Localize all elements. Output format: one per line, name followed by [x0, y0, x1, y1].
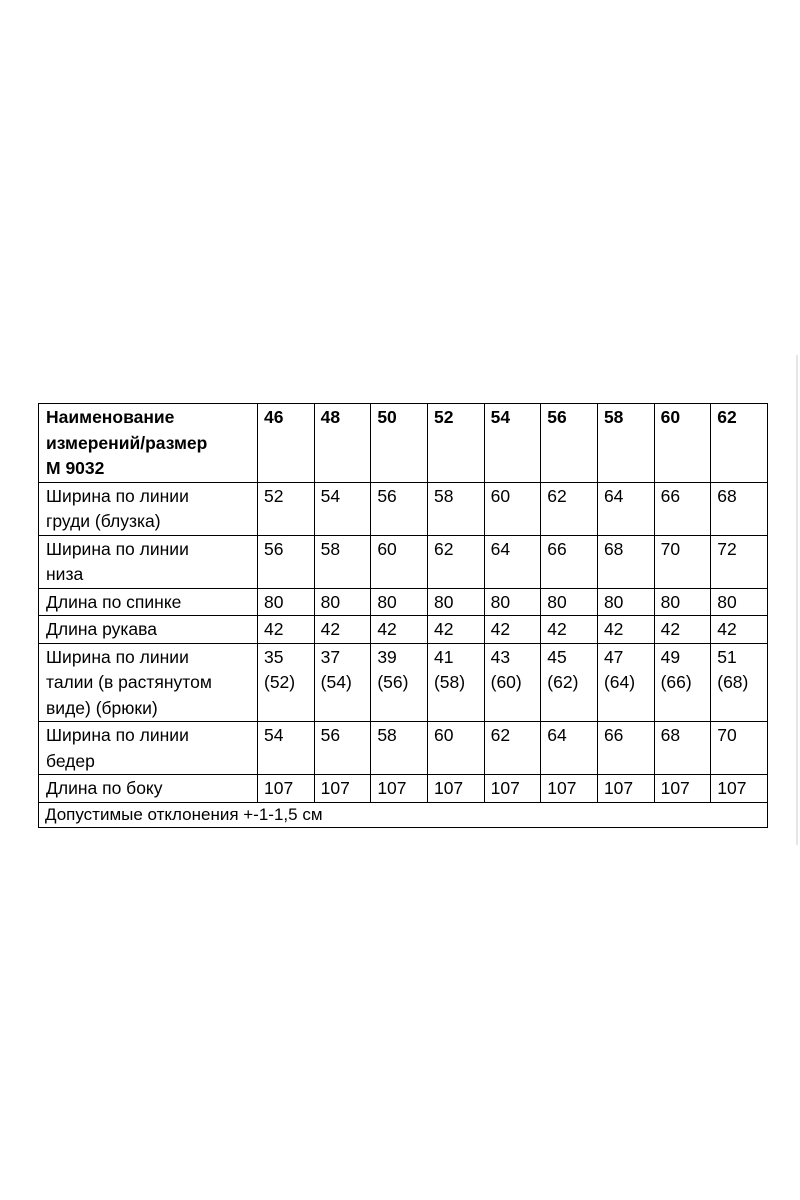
cell-value: 42 — [597, 616, 654, 644]
cell-value: 51 (68) — [711, 643, 768, 722]
cell-value: 42 — [427, 616, 484, 644]
cell-value: 42 — [654, 616, 711, 644]
cell-value: 56 — [314, 722, 371, 775]
cell-value: 47 (64) — [597, 643, 654, 722]
header-size: 56 — [541, 404, 598, 483]
row-label: Длина по спинке — [39, 588, 258, 616]
cell-value: 42 — [541, 616, 598, 644]
table-row — [39, 588, 768, 616]
cell-value: 80 — [258, 588, 315, 616]
cell-value: 107 — [258, 775, 315, 803]
cell-value: 45 (62) — [541, 643, 598, 722]
size-table — [38, 403, 768, 828]
cell-value: 107 — [484, 775, 541, 803]
cell-value: 54 — [258, 722, 315, 775]
cell-value: 54 — [314, 482, 371, 535]
cell-value: 62 — [541, 482, 598, 535]
cell-value: 80 — [314, 588, 371, 616]
cell-value: 107 — [654, 775, 711, 803]
size-chart — [38, 403, 767, 828]
cell-value: 80 — [484, 588, 541, 616]
table-row — [39, 616, 768, 644]
cell-value: 58 — [371, 722, 428, 775]
cell-value: 60 — [427, 722, 484, 775]
cell-value: 58 — [427, 482, 484, 535]
row-label: Ширина по линии талии (в растянутом виде) (брюки) — [39, 643, 258, 722]
cell-value: 66 — [597, 722, 654, 775]
cell-value: 56 — [371, 482, 428, 535]
cell-value: 66 — [654, 482, 711, 535]
cell-value: 35 (52) — [258, 643, 315, 722]
row-label: Ширина по линии груди (блузка) — [39, 482, 258, 535]
cell-value: 43 (60) — [484, 643, 541, 722]
tolerance-note: Допустимые отклонения +-1-1,5 см — [39, 802, 768, 827]
header-size: 58 — [597, 404, 654, 483]
cell-value: 107 — [541, 775, 598, 803]
cell-value: 52 — [258, 482, 315, 535]
cell-value: 42 — [484, 616, 541, 644]
table-footer-row — [39, 802, 768, 827]
row-label: Длина по боку — [39, 775, 258, 803]
header-size: 60 — [654, 404, 711, 483]
cell-value: 68 — [654, 722, 711, 775]
cell-value: 107 — [371, 775, 428, 803]
table-row — [39, 775, 768, 803]
cell-value: 42 — [371, 616, 428, 644]
cell-value: 64 — [484, 535, 541, 588]
table-row — [39, 643, 768, 722]
cell-value: 60 — [484, 482, 541, 535]
cell-value: 68 — [597, 535, 654, 588]
header-size: 52 — [427, 404, 484, 483]
header-size: 50 — [371, 404, 428, 483]
cell-value: 107 — [711, 775, 768, 803]
cell-value: 80 — [427, 588, 484, 616]
table-row — [39, 535, 768, 588]
cell-value: 80 — [541, 588, 598, 616]
table-row — [39, 722, 768, 775]
row-label: Длина рукава — [39, 616, 258, 644]
cell-value: 107 — [314, 775, 371, 803]
cell-value: 68 — [711, 482, 768, 535]
cell-value: 70 — [654, 535, 711, 588]
cell-value: 42 — [711, 616, 768, 644]
cell-value: 42 — [258, 616, 315, 644]
table-row — [39, 482, 768, 535]
cell-value: 80 — [597, 588, 654, 616]
cell-value: 80 — [711, 588, 768, 616]
cell-value: 66 — [541, 535, 598, 588]
cell-value: 58 — [314, 535, 371, 588]
cell-value: 107 — [427, 775, 484, 803]
cell-value: 56 — [258, 535, 315, 588]
row-label: Ширина по линии бедер — [39, 722, 258, 775]
header-label: Наименование измерений/размер М 9032 — [39, 404, 258, 483]
cell-value: 62 — [427, 535, 484, 588]
cell-value: 64 — [597, 482, 654, 535]
cell-value: 42 — [314, 616, 371, 644]
cell-value: 37 (54) — [314, 643, 371, 722]
cell-value: 72 — [711, 535, 768, 588]
cell-value: 62 — [484, 722, 541, 775]
header-size: 46 — [258, 404, 315, 483]
cell-value: 107 — [597, 775, 654, 803]
row-label: Ширина по линии низа — [39, 535, 258, 588]
cell-value: 49 (66) — [654, 643, 711, 722]
header-size: 54 — [484, 404, 541, 483]
header-size: 48 — [314, 404, 371, 483]
cell-value: 70 — [711, 722, 768, 775]
page-edge-line — [796, 355, 798, 845]
cell-value: 80 — [371, 588, 428, 616]
table-header-row — [39, 404, 768, 483]
cell-value: 39 (56) — [371, 643, 428, 722]
cell-value: 64 — [541, 722, 598, 775]
cell-value: 41 (58) — [427, 643, 484, 722]
cell-value: 80 — [654, 588, 711, 616]
cell-value: 60 — [371, 535, 428, 588]
header-size: 62 — [711, 404, 768, 483]
